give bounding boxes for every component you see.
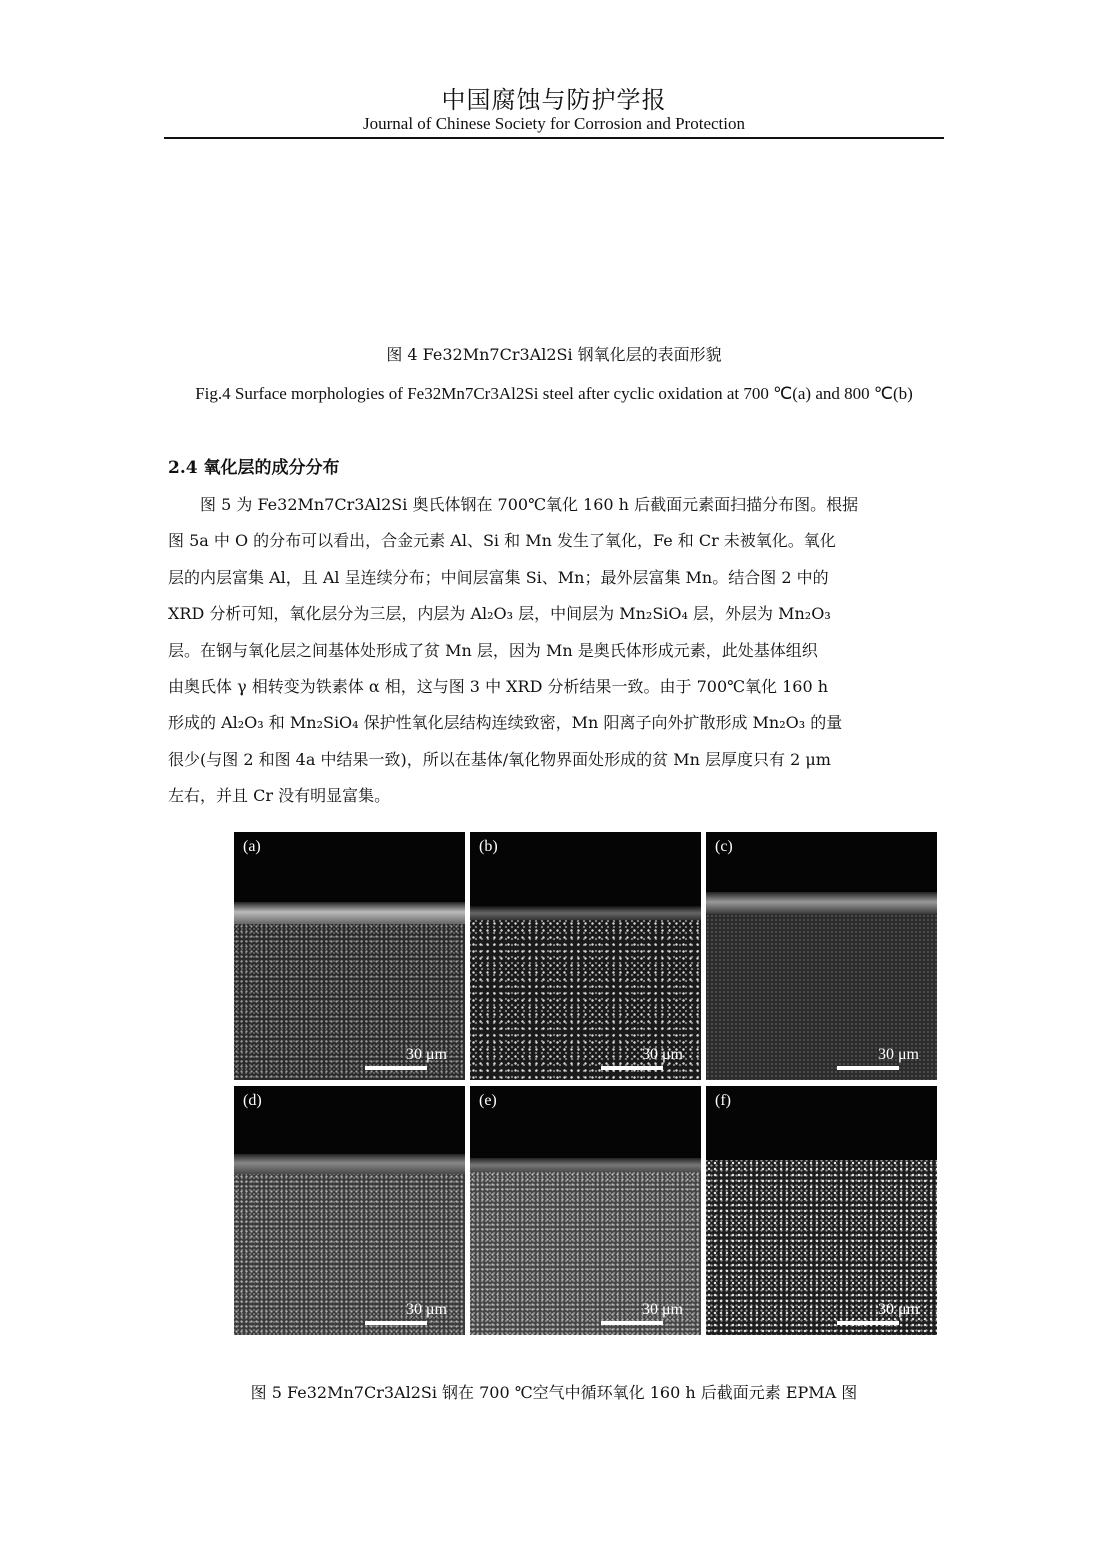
panel-label: (f) <box>715 1092 731 1109</box>
scale-bar <box>365 1321 427 1325</box>
paragraph-line: 图 5a 中 O 的分布可以看出，合金元素 Al、Si 和 Mn 发生了氧化，Fe 和 Cr 未被氧化。氧化 <box>168 531 836 551</box>
scale-label: 30 μm <box>641 1046 683 1063</box>
resin-region <box>706 1086 937 1160</box>
section-heading: 2.4 氧化层的成分分布 <box>168 458 340 478</box>
panel-label: (e) <box>479 1092 497 1109</box>
paragraph-line: 层。在钢与氧化层之间基体处形成了贫 Mn 层，因为 Mn 是奥氏体形成元素，此处基体组织 <box>168 640 818 660</box>
panel-label: (c) <box>715 838 733 855</box>
paragraph-line: 层的内层富集 Al，且 Al 呈连续分布；中间层富集 Si、Mn；最外层富集 Mn。结合图 2 中的 <box>168 567 829 587</box>
scale-bar <box>601 1321 663 1325</box>
oxide-band <box>470 1158 701 1172</box>
paragraph-line: XRD 分析可知，氧化层分为三层，内层为 Al₂O₃ 层，中间层为 Mn₂SiO₄ 层，外层为 Mn₂O₃ <box>168 604 831 624</box>
panel-label: (d) <box>243 1092 262 1109</box>
journal-title-en: Journal of Chinese Society for Corrosion and Protection <box>363 114 745 133</box>
paragraph-line: 形成的 Al₂O₃ 和 Mn₂SiO₄ 保护性氧化层结构连续致密，Mn 阳离子向外扩散形成 Mn₂O₃ 的量 <box>168 713 843 733</box>
resin-region <box>234 1086 465 1154</box>
oxide-band <box>234 902 465 924</box>
scale-label: 30 μm <box>405 1301 447 1318</box>
header-divider <box>164 137 944 139</box>
epma-panel-d <box>234 1086 465 1335</box>
journal-title-cn: 中国腐蚀与防护学报 <box>441 86 667 114</box>
epma-panel-a <box>234 832 465 1080</box>
paragraph-line: 左右，并且 Cr 没有明显富集。 <box>168 786 391 806</box>
panel-label: (b) <box>479 838 498 855</box>
figure4-caption-cn: 图 4 Fe32Mn7Cr3Al2Si 钢氧化层的表面形貌 <box>386 345 722 364</box>
scale-bar <box>601 1066 663 1070</box>
figure4-caption-en: Fig.4 Surface morphologies of Fe32Mn7Cr3Al2Si steel after cyclic oxidation at 700 ℃(a) and 800 ℃(b) <box>195 384 913 403</box>
scale-label: 30 μm <box>641 1301 683 1318</box>
resin-region <box>470 832 701 906</box>
oxide-band <box>234 1154 465 1174</box>
body-paragraph <box>168 487 940 815</box>
paragraph-line: 图 5 为 Fe32Mn7Cr3Al2Si 奥氏体钢在 700℃氧化 160 h 后截面元素面扫描分布图。根据 <box>200 495 859 514</box>
epma-panel-f <box>706 1086 937 1335</box>
panel-label: (a) <box>243 838 261 855</box>
scale-bar <box>837 1066 899 1070</box>
oxide-band <box>706 892 937 914</box>
scale-label: 30 μm <box>877 1301 919 1318</box>
figure5-epma-grid <box>234 832 936 1335</box>
epma-panel-c <box>706 832 937 1080</box>
paragraph-line: 由奥氏体 γ 相转变为铁素体 α 相，这与图 3 中 XRD 分析结果一致。由于 700℃氧化 160 h <box>168 677 829 697</box>
resin-region <box>234 832 465 902</box>
scale-bar <box>837 1321 899 1325</box>
scale-bar <box>365 1066 427 1070</box>
scale-label: 30 μm <box>877 1046 919 1063</box>
scale-label: 30 μm <box>405 1046 447 1063</box>
paragraph-line: 很少(与图 2 和图 4a 中结果一致)，所以在基体/氧化物界面处形成的贫 Mn 层厚度只有 2 μm <box>168 749 831 769</box>
epma-panel-b <box>470 832 701 1080</box>
oxide-band <box>470 906 701 920</box>
resin-region <box>706 832 937 892</box>
resin-region <box>470 1086 701 1158</box>
epma-panel-e <box>470 1086 701 1335</box>
figure5-caption: 图 5 Fe32Mn7Cr3Al2Si 钢在 700 ℃空气中循环氧化 160 h 后截面元素 EPMA 图 <box>250 1383 858 1402</box>
